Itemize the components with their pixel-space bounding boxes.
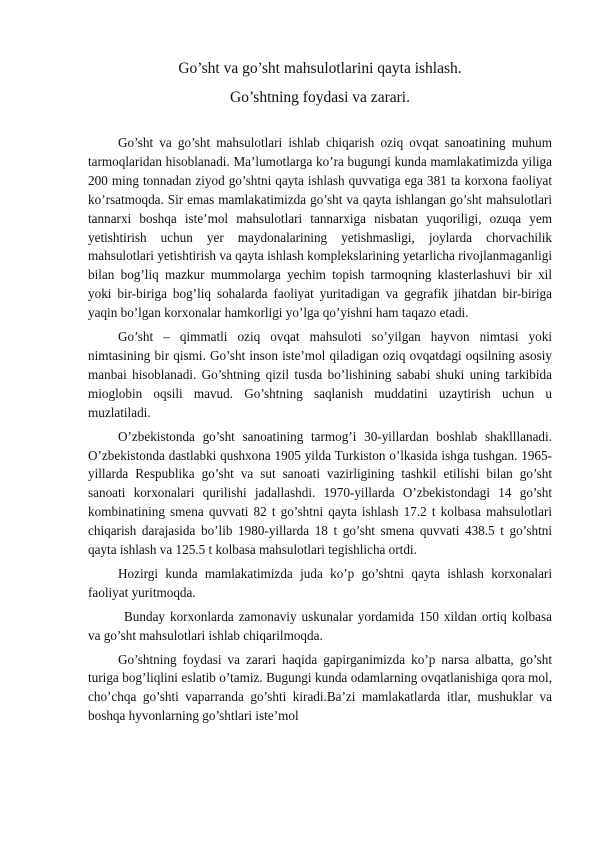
paragraph-modern-equipment: Bunday korxonlarda zamonaviy uskunalar yordamida 150 xildan ortiq kolbasa va go’sht mahsulotlari ishlab chiqarilmoqda. (88, 608, 552, 643)
document-body (88, 134, 552, 726)
paragraph-current-state: Hozirgi kunda mamlakatimizda juda ko’p go’shtni qayta ishlash korxonalari faoliyat yuritmoqda. (88, 565, 552, 600)
paragraph-intro: Go’sht va go’sht mahsulotlari ishlab chiqarish oziq ovqat sanoatining muhum tarmoqlaridan hisoblanadi. Ma’lumotlarga ko’ra bugungi kunda mamlakatimizda yiliga 200 ming tonnadan ziyod go’shtni qayta ishlash quvvatiga ega 381 ta korxona faoliyat ko’rsatmoqda. Sir emas mamlakatimizda go’sht va qayta ishlangan go’sht mahsulotlari tannarxi boshqa iste’mol mahsulotlari tannarxiga nisbatan yuqoriligi, ozuqa yem yetishtirish uchun yer maydonalarining yetishmasligi, joylarda chorvachilik mahsulotlari yetishtirish va qayta ishlash komplekslarining yetarlicha rivojlanmaganligi bilan bog’liq mazkur mummolarga yechim topish tarmoqning klasterlashuvi bir xil yoki bir-biriga bog’liq sohalarda faoliyat yuritadigan va gegrafik jihatdan bir-biriga yaqin bo’lgan korxonalar hamkorligi yo’lga qo’yishni ham taqazo etadi. (88, 135, 552, 321)
document-page (88, 60, 552, 731)
document-subtitle: Go’shtning foydasi va zarari. (230, 89, 410, 106)
paragraph-benefits-harm: Go’shtning foydasi va zarari haqida gapirganimizda ko’p narsa albatta, go’sht turiga bog’liqlini eslatib o’tamiz. Bugungi kunda odamlarning ovqatlanishiga qora mol, cho’chqa go’shti vaparranda go’shti kiradi.Ba’zi mamlakatlarda itlar, mushuklar va boshqa hyvonlarning go’shtlari iste’mol (88, 651, 552, 724)
document-title: Go’sht va go’sht mahsulotlarini qayta ishlash. (178, 60, 462, 77)
paragraph-history: O’zbekistonda go’sht sanoatining tarmog’i 30-yillardan boshlab shaklllanadi. O’zbekistonda dastlabki qushxona 1905 yilda Turkiston o’lkasida ishga tushgan. 1965- yillarda Respublika go’sht va sut sanoati vazirligining tashkil etilishi bilan go’sht sanoati korxonalari qurilishi jadallashdi. 1970-yillarda O’zbekistondagi 14 go’sht kombinatining smena quvvati 82 t go’shtni qayta ishlash 17.2 t kolbasa mahsulotlari chiqarish darajasida bo’lib 1980-yillarda 18 t go’sht smena quvvati 438.5 t go’shtni qayta ishlash va 125.5 t kolbasa mahsulotlari tegishlicha ortdi. (88, 428, 552, 558)
paragraph-meat-definition: Go’sht – qimmatli oziq ovqat mahsuloti so’yilgan hayvon nimtasi yoki nimtasining bir qismi. Go’sht inson iste’mol qiladigan oziq ovqatdagi oqsilning asosiy manbai hisoblanadi. Go’shtning qizil tusda bo’lishining sababi shuki uning tarkibida mioglobin oqsili mavud. Go’shtning saqlanish muddatini uzaytirish uchun u muzlatiladi. (88, 329, 552, 420)
